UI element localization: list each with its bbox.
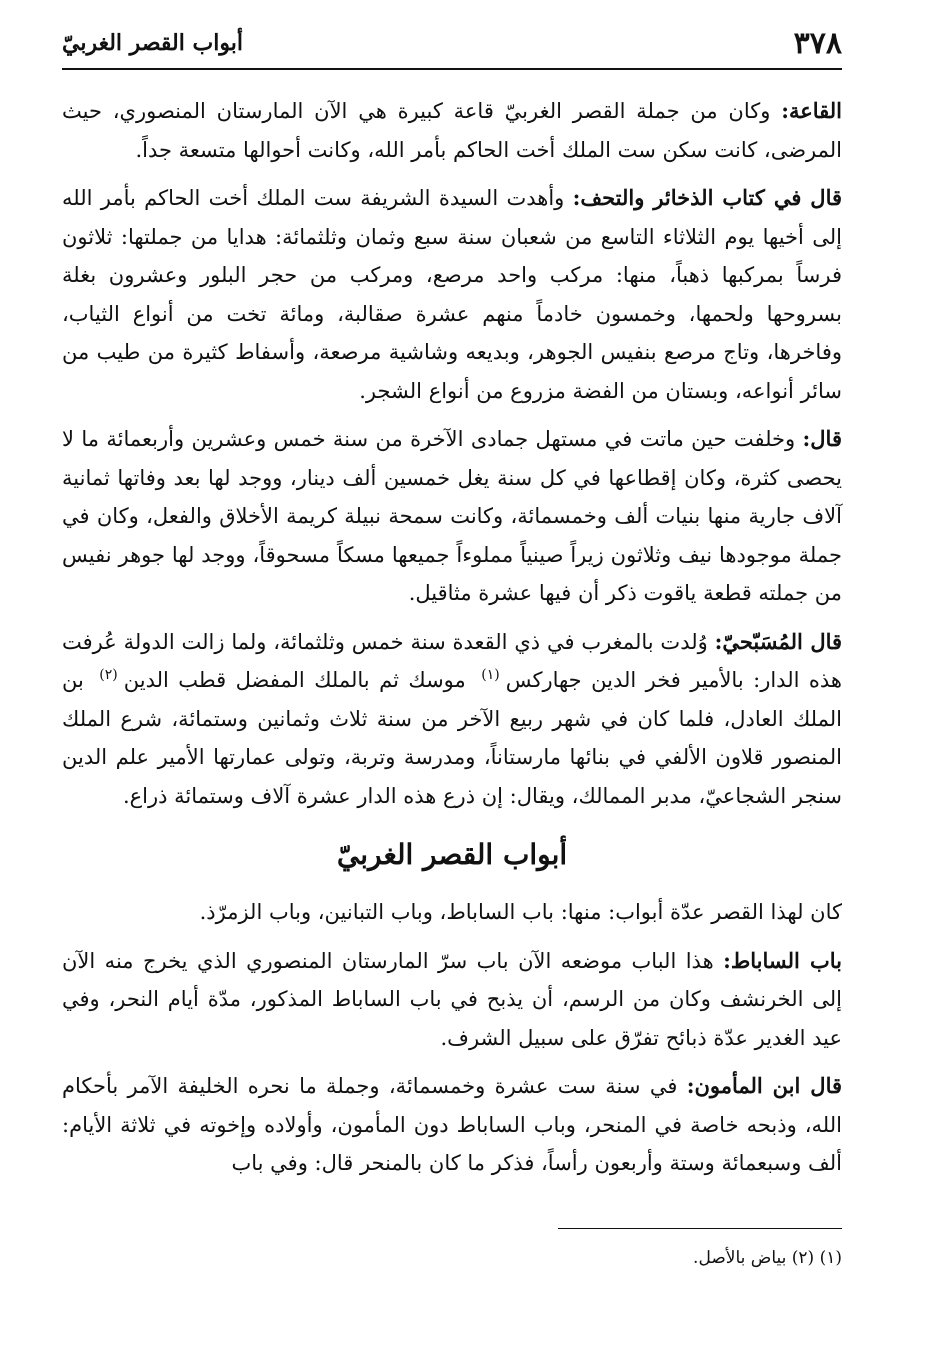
footnote-rule [558, 1228, 842, 1229]
paragraph-lead: قال ابن المأمون: [686, 1073, 843, 1098]
running-header [62, 24, 842, 64]
paragraph-text: وأهدت السيدة الشريفة ست الملك أخت الحاكم بأمر الله إلى أخيها يوم الثلاثاء التاسع من شعبان سنة سبع وثمان وثلثمائة: هدايا من جملتها: ثلاثون فرساً بمركبها ذهباً، منها: مركب واحد مرصع، ومركب من حجر البلور وعشرون بغلة بسروحها ولحمها، وخمسون خادماً منهم عشرة صقالبة، ومائة تخت من أنواع الثياب، وفاخرها، وتاج مرصع بنفيس الجوهر، وبديعه وشاشية مرصعة، وأسفاط كثيرة من طيب من سائر أنواعه، وبستان من الفضة مزروع من أنواع الشجر. [62, 186, 842, 403]
page-number: ٣٧٨ [793, 26, 842, 61]
paragraph-lead: قال في كتاب الذخائر والتحف: [572, 185, 843, 210]
paragraph-lead: قال المُسَبّحيّ: [714, 628, 843, 654]
paragraph-dhakhair [62, 179, 842, 410]
paragraph-qaa [62, 92, 842, 169]
paragraph-text: وُلدت بالمغرب في ذي القعدة سنة خمس وثلثمائة، ولما زالت الدولة عُرفت هذه الدار: بالأمير فخر الدين جهاركس [62, 629, 842, 692]
paragraph-qala [62, 420, 842, 613]
paragraph-text: في سنة ست عشرة وخمسمائة، وجملة ما نحره الخليفة الآمر بأحكام الله، وذبحه خاصة في المنحر، وباب الساباط دون المأمون، وأولاده وإخوته في ثلاثة الأيام: ألف وسبعمائة وستة وأربعون رأساً، فذكر ما كان بالمنحر قال: وفي باب [62, 1074, 842, 1175]
header-rule [62, 68, 842, 70]
paragraph-musabbihi [62, 623, 842, 816]
paragraph-ibn-mamun [62, 1067, 842, 1183]
footnote-ref-1: (١) [481, 667, 500, 683]
paragraph-text: هذا الباب موضعه الآن باب سرّ المارستان المنصوري الذي يخرج منه الآن إلى الخرنشف وكان من الرسم، أن يذبح في باب الساباط المذكور، مدّة أيام النحر، وفي عيد الغدير عدّة ذبائح تفرّق على سبيل الشرف. [62, 948, 842, 1050]
footnote: (١) (٢) بياض بالأصل. [693, 1248, 842, 1268]
section-intro: كان لهذا القصر عدّة أبواب: منها: باب الساباط، وباب التبانين، وباب الزمرّذ. [199, 900, 842, 924]
paragraph-sabat [62, 942, 842, 1058]
paragraph-lead: القاعة: [781, 98, 842, 123]
paragraph-lead: قال: [802, 426, 842, 451]
footnote-ref-2: (٢) [99, 667, 118, 683]
section-heading: أبواب القصر الغربيّ [336, 838, 568, 871]
main-text [62, 92, 842, 1193]
paragraph-text: بن الملك العادل، فلما كان في شهر ربيع الآخر من سنة ثلاث وثمانين وستمائة، شرع الملك المنصور قلاون الألفي في بنائها مارستاناً، ومدرسة وتربة، وتولى عمارتها الأمير علم الدين سنجر الشجاعيّ، مدبر الممالك، ويقال: إن ذرع هذه الدار عشرة آلاف وستمائة ذراع. [62, 668, 842, 808]
paragraph-lead: باب الساباط: [723, 947, 842, 973]
paragraph-text: وخلفت حين ماتت في مستهل جمادى الآخرة من سنة خمس وعشرين وأربعمائة ما لا يحصى كثرة، وكان إقطاعها في كل سنة يغل خمسين ألف دينار، ووجد لها بعد وفاتها ثمانية آلاف جارية منها بنيات ألف وخمسمائة، وكانت سمحة نبيلة كريمة الأخلاق والفعل، وكان في جملة موجودها نيف وثلاثون زيراً صينياً مملوءاً جميعها مسكاً مسحوقاً، ووجد لها جوهر نفيس من جملته قطعة ياقوت ذكر أن فيها عشرة مثاقيل. [62, 427, 842, 605]
paragraph-text: وكان من جملة القصر الغربيّ قاعة كبيرة هي الآن المارستان المنصوري، حيث المرضى، كانت سكن ست الملك أخت الحاكم بأمر الله، وكانت أحوالها متسعة جداً. [62, 99, 842, 162]
running-title: أبواب القصر الغربيّ [62, 30, 243, 56]
paragraph-text: موسك ثم بالملك المفضل قطب الدين [123, 668, 476, 692]
